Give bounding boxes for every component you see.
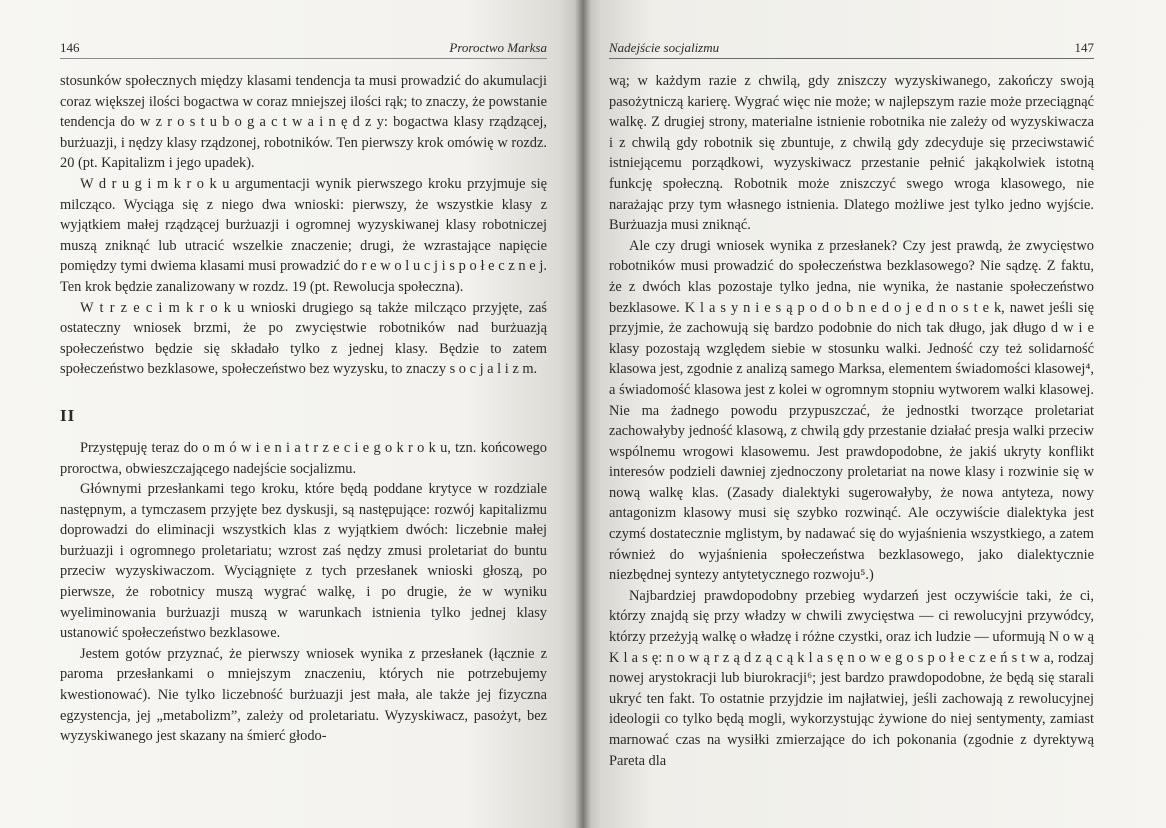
left-paragraph-6: Jestem gotów przyznać, że pierwszy wniosek wynika z przesłanek (łącznie z paroma przesłankami o mniejszym znaczeniu, których nie potrzebujemy kwestionować). Nie tylko liczebność burżuazji jest mała, ale także jej fizyczna egzystencja, jej „metabolizm”, zależy od proletariatu. Wyzyskiwacz, pasożyt, bez wyzyskiwanego jest skazany na śmierć głodo- xyxy=(60,645,547,745)
right-paragraph-2: Ale czy drugi wniosek wynika z przesłanek? Czy jest prawdą, że zwycięstwo robotników musi prowadzić do społeczeństwa bezklasowego? Nie sądzę. Z faktu, że z dwóch klas pozostaje tylko jedna, nie wynika, że nastanie społeczeństwo bezklasowe. K l a s y n i e s ą p o d o b n e d o j e d n o s t e k, nawet jeśli się przyjmie, że zachowują się bardzo podobnie do nich tak długo, jak długo d w i e klasy pozostają względem siebie w stosunku walki. Jedność czy też solidarność klasowa jest, zgodnie z analizą samego Marksa, elementem świadomości klasowej⁴, a świadomość klasowa jest z kolei w ogromnym stopniu wytworem walki klasowej. Nie ma żadnego powodu przypuszczać, że jednostki tworzące proletariat zachowałyby jedność klasową, z chwilą gdy przestanie działać presja walki przeciw wspólnemu wrogowi klasowemu. Jest prawdopodobne, że jakiś ukryty konflikt interesów podzieli dawniej zjednoczony proletariat na nowe klasy i rozwinie się w nową walkę klas. (Zasady dialektyki sugerowałyby, że nowa antyteza, nowy antagonizm klasowy musi się szybko rozwinąć. Ale oczywiście dialektyka jest czymś dostatecznie mglistym, by nadawać się do wyjaśnienia wszystkiego, a zatem również do wyjaśnienia społeczeństwa bezklasowego, jako dialektycznie niezbędnej syntezy antytetycznego rozwoju⁵.) xyxy=(609,237,1094,584)
running-title-right: Nadejście socjalizmu xyxy=(609,40,720,55)
right-page xyxy=(583,0,1166,828)
left-paragraph-4: Przystępuję teraz do o m ó w i e n i a t r z e c i e g o k r o k u, tzn. końcowego proroctwa, obwieszczającego nadejście socjalizmu. xyxy=(60,439,547,477)
running-title-left: Proroctwo Marksa xyxy=(449,40,547,55)
section-heading: II xyxy=(60,405,76,425)
left-paragraph-2: W d r u g i m k r o k u argumentacji wynik pierwszego kroku przyjmuje się milcząco. Wyciąga się z niego dwa wnioski: pierwszy, że wszystkie klasy z wyjątkiem małej rządzącej burżuazji i ogromnej wyzyskiwanej klasy robotniczej muszą zniknąć lub utracić wszelkie znaczenie; drugi, że wzrastające napięcie pomiędzy tymi dwiema klasami musi prowadzić do r e w o l u c j i s p o ł e c z n e j. Ten krok będzie zanalizowany w rozdz. 19 (pt. Rewolucja społeczna). xyxy=(60,175,547,295)
right-paragraph-1: wą; w każdym razie z chwilą, gdy zniszczy wyzyskiwanego, zakończy swoją pasożytniczą karierę. Wygrać więc nie może; w najlepszym razie może przeciągnąć walkę. Z drugiej strony, materialne istnienie robotnika nie zależy od wyzyskiwacza i z chwilą gdy robotnik się zbuntuje, z chwilą gdy zdecyduje się przeciwstawić istniejącemu porządkowi, wyzyskiwacz przestanie pełnić jakąkolwiek istotną funkcję społeczną. Robotnik może zniszczyć swego wroga klasowego, nie narażając przy tym własnego istnienia. Dlatego możliwe jest tylko jedno wyjście. Burżuazja musi zniknąć. xyxy=(609,73,1094,234)
right-paragraph-3: Najbardziej prawdopodobny przebieg wydarzeń jest oczywiście taki, że ci, którzy znajdą się przy władzy w chwili zwycięstwa — ci rewolucyjni przywódcy, którzy przeżyją walkę o władzę i różne czystki, oraz ich ludzie — uformują N o w ą K l a s ę: n o w ą r z ą d z ą c ą k l a s ę n o w e g o s p o ł e c z e ń s t w a, rodzaj nowej arystokracji lub biurokracji⁶; jest bardzo prawdopodobne, że będą się starali ukryć ten fakt. To ostatnie przyjdzie im najłatwiej, jeśli zachowają z rewolucyjnej ideologii co tylko będą mogli, wykorzystując żywione do niej sentymenty, zamiast marnować czas na wysiłki zmierzające do ich pokonania (zgodnie z dyrektywą Pareta dla xyxy=(609,587,1094,769)
left-paragraph-5: Głównymi przesłankami tego kroku, które będą poddane krytyce w rozdziale następnym, a tymczasem przyjęte bez dyskusji, są następujące: rozwój kapitalizmu doprowadzi do eliminacji wszystkich klas z wyjątkiem dwóch: liczebnie małej burżuazji i ogromnego proletariatu; wzrost zaś nędzy zmusi proletariat do buntu przeciw wyzyskiwaczom. Wyciągnięte z tych przesłanek wnioski głoszą, po pierwsze, że robotnicy muszą wygrać walkę, i po drugie, że w wyniku wyeliminowania burżuazji muszą w warunkach istnienia tylko jednej klasy ustanowić społeczeństwo bezklasowe. xyxy=(60,481,547,642)
left-running-head xyxy=(60,40,547,59)
left-paragraph-3: W t r z e c i m k r o k u wnioski drugiego są także milcząco przyjęte, zaś ostateczny wniosek brzmi, że po zwycięstwie robotników nad burżuazją społeczeństwo będzie się składało tylko z jednej klasy. Będzie to zatem społeczeństwo bezklasowe, społeczeństwo bez wyzysku, to znaczy s o c j a l i z m. xyxy=(60,299,547,378)
page-number-right: 147 xyxy=(1074,40,1094,55)
right-running-head xyxy=(609,40,1094,59)
page-number-left: 146 xyxy=(60,40,80,55)
left-paragraph-1: stosunków społecznych między klasami tendencja ta musi prowadzić do akumulacji coraz większej ilości bogactwa w coraz mniejszej ilości rąk; to znaczy, że powstanie tendencja do w z r o s t u b o g a c t w a i n ę d z y: bogactwa klasy rządzącej, burżuazji, i nędzy klasy rządzonej, robotników. Ten pierwszy krok omówię w rozdz. 20 (pt. Kapitalizm i jego upadek). xyxy=(60,73,547,172)
